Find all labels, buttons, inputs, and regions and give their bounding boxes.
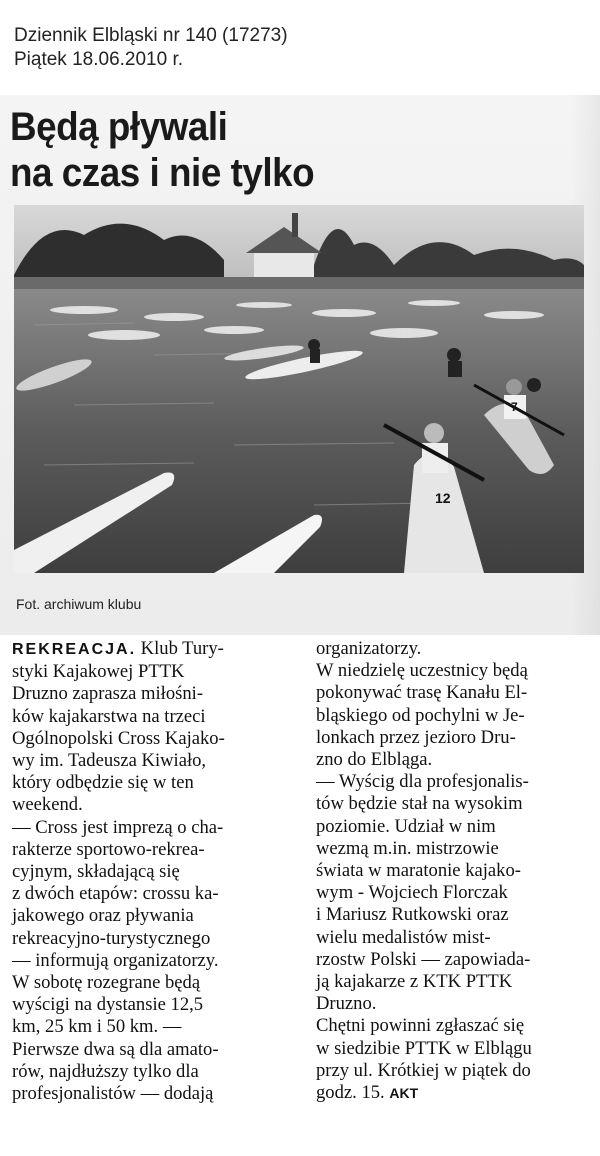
right-line: organizatorzy. <box>316 638 422 659</box>
author-signature: AKT <box>389 1085 419 1102</box>
left-line: Pierwsze dwa są dla amato- <box>12 1038 219 1060</box>
headline-line-1: Będą pływali <box>10 105 228 149</box>
paddler-cap-2 <box>506 379 522 395</box>
photo-caption: Fot. archiwum klubu <box>16 596 142 612</box>
left-line: rekreacyjno-turystycznego <box>12 927 211 949</box>
left-line: który odbędzie się w ten <box>12 772 194 794</box>
right-line: wezmą m.in. mistrzowie <box>316 837 499 859</box>
right-line: wym - Wojciech Florczak <box>316 882 508 904</box>
left-line: profesjonalistów — dodają <box>12 1083 214 1105</box>
left-line-text: Klub Tury- <box>140 638 224 659</box>
right-line: świata w maratonie kajako- <box>316 860 521 882</box>
right-line: Druzno. <box>316 993 377 1015</box>
left-line: wy im. Tadeusza Kiwiało, <box>12 750 207 772</box>
right-line: lonkach przez jezioro Dru- <box>316 726 516 748</box>
left-line: ków kajakarstwa na trzeci <box>12 705 206 727</box>
left-line: rów, najdłuższy tylko dla <box>12 1060 199 1082</box>
chimney-tower <box>292 213 298 237</box>
right-line: zno do Elbląga. <box>316 749 433 771</box>
article-column-right <box>316 638 598 1104</box>
right-line-last <box>316 1082 598 1104</box>
right-line: rzostw Polski — zapowiada- <box>316 948 531 970</box>
right-line: ją kajakarze z KTK PTTK <box>316 971 513 993</box>
right-line: pokonywać trasę Kanału El- <box>316 682 528 704</box>
right-line: tów będzie stał na wysokim <box>316 793 523 815</box>
right-line: w siedzibie PTTK w Elblągu <box>316 1037 532 1059</box>
article-headline <box>10 104 396 196</box>
bib-number-12: 12 <box>435 490 451 506</box>
right-line: bląskiego od pochylni w Je- <box>316 704 525 726</box>
headline-line-2: na czas i nie tylko <box>10 151 315 195</box>
source-line-publication: Dziennik Elbląski nr 140 (17273) <box>14 25 288 46</box>
left-line: Ogólnopolski Cross Kajako- <box>12 727 225 749</box>
source-info <box>14 24 288 72</box>
paddler-cap-1 <box>424 423 444 443</box>
right-line: W niedzielę uczestnicy będą <box>316 660 528 682</box>
bib-number-7: 7 <box>511 400 518 414</box>
kicker: REKREACJA. <box>12 641 137 658</box>
left-line: — Cross jest imprezą o cha- <box>12 816 224 838</box>
shore <box>14 277 584 291</box>
left-line: cyjnym, składającą się <box>12 861 180 883</box>
right-line: i Mariusz Rutkowski oraz <box>316 904 509 926</box>
right-line: wielu medalistów mist- <box>316 926 491 948</box>
left-line: Druzno zaprasza miłośni- <box>12 683 204 705</box>
left-line: rakterze sportowo-rekrea- <box>12 838 205 860</box>
left-line: jakowego oraz pływania <box>12 905 194 927</box>
left-line: z dwóch etapów: crossu ka- <box>12 883 219 905</box>
right-line: przy ul. Krótkiej w piątek do <box>316 1059 531 1081</box>
article-column-left <box>12 638 302 1105</box>
right-line: poziomie. Udział w nim <box>316 815 496 837</box>
right-line: — Wyścig dla profesjonalis- <box>316 771 529 793</box>
building <box>254 250 314 280</box>
left-line: styki Kajakowej PTTK <box>12 661 185 683</box>
left-line: km, 25 km i 50 km. — <box>12 1016 182 1038</box>
article-photo <box>14 205 584 573</box>
source-line-date: Piątek 18.06.2010 r. <box>14 49 184 70</box>
left-line: weekend. <box>12 794 83 816</box>
right-line-text: godz. 15. <box>316 1082 385 1104</box>
left-line: W sobotę rozegrane będą <box>12 972 201 994</box>
left-line: — informują organizatorzy. <box>12 949 219 971</box>
left-line-0 <box>12 638 302 661</box>
right-line: Chętni powinni zgłaszać się <box>316 1015 525 1037</box>
left-line: wyścigi na dystansie 12,5 <box>12 994 204 1016</box>
kayak-race-image <box>14 205 584 573</box>
